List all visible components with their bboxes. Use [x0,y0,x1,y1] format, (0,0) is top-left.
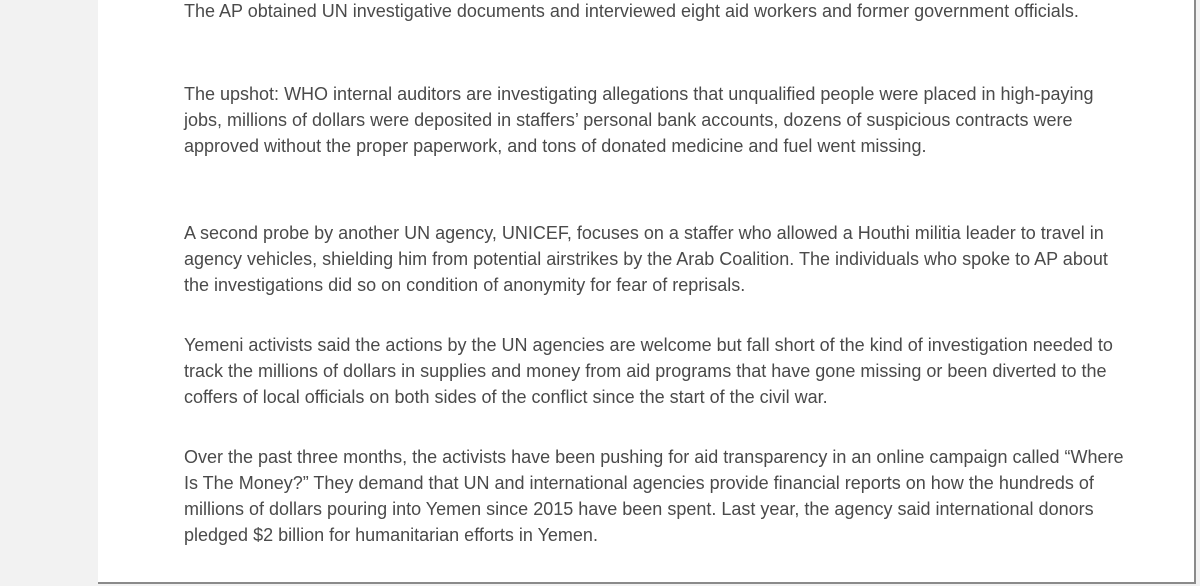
article-paragraph-2: The upshot: WHO internal auditors are investigating allegations that unqualified people were placed in high-paying jobs, millions of dollars were deposited in staffers’ personal bank accounts, dozens of suspicious contracts were approved without the proper paperwork, and tons of donated medicine and fuel went missing. [184,84,1094,156]
content-panel [98,0,1196,584]
article-paragraph-1: The AP obtained UN investigative documents and interviewed eight aid workers and former government officials. [184,1,1079,21]
article-paragraph-5: Over the past three months, the activists have been pushing for aid transparency in an online campaign called “Where Is The Money?” They demand that UN and international agencies provide financial reports on how the hundreds of millions of dollars pouring into Yemen since 2015 have been spent. Last year, the agency said international donors pledged $2 billion for humanitarian efforts in Yemen. [184,447,1124,545]
article-paragraph-4: Yemeni activists said the actions by the UN agencies are welcome but fall short of the kind of investigation needed to track the millions of dollars in supplies and money from aid programs that have gone missing or been diverted to the coffers of local officials on both sides of the conflict since the start of the civil war. [184,335,1113,407]
article-paragraph-3: A second probe by another UN agency, UNICEF, focuses on a staffer who allowed a Houthi militia leader to travel in agency vehicles, shielding him from potential airstrikes by the Arab Coalition. The individuals who spoke to AP about the investigations did so on condition of anonymity for fear of reprisals. [184,223,1108,295]
